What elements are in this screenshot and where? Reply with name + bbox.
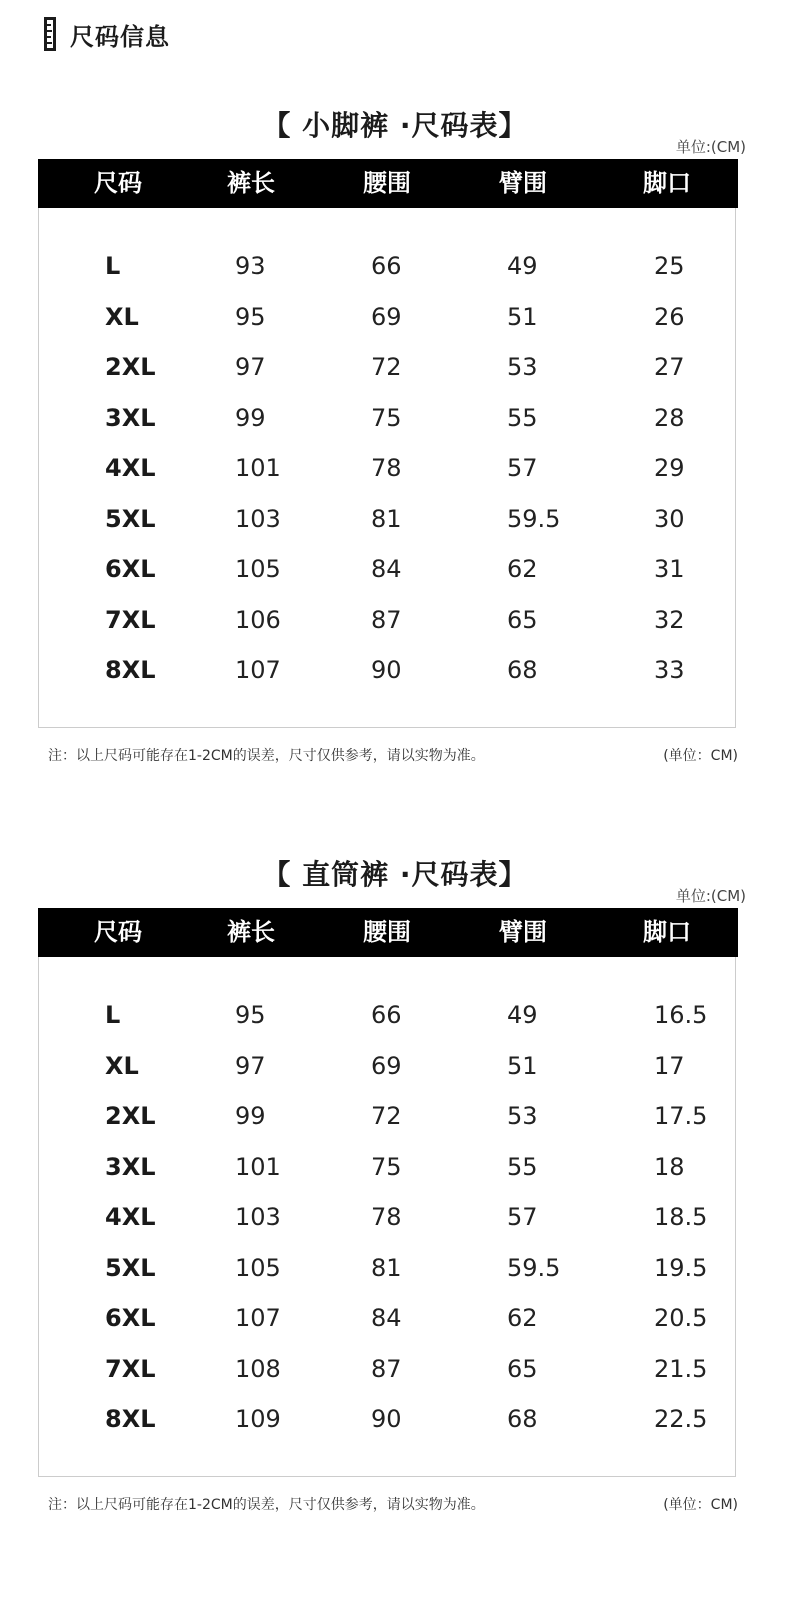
cell-size: L — [105, 1001, 121, 1029]
cell-hem: 29 — [654, 454, 685, 482]
cell-length: 95 — [235, 302, 266, 331]
cell-hem: 21.5 — [654, 1354, 708, 1383]
cell-length: 105 — [235, 555, 281, 583]
section-header — [44, 16, 170, 52]
cell-arm: 51 — [507, 1051, 538, 1080]
cell-size: 5XL — [105, 504, 156, 533]
cell-length: 97 — [235, 1051, 266, 1080]
cell-waist: 69 — [371, 302, 402, 331]
table-row — [39, 1344, 737, 1394]
cell-waist: 81 — [371, 504, 402, 533]
cell-hem: 31 — [654, 555, 685, 583]
cell-arm: 55 — [507, 1152, 538, 1181]
section-title: 尺码信息 — [70, 22, 170, 51]
table-title: 【 直筒裤 ·尺码表】 — [262, 858, 528, 891]
header-length: 裤长 — [227, 169, 275, 197]
table-row — [39, 990, 737, 1040]
cell-hem: 20.5 — [654, 1304, 708, 1332]
table-row — [39, 544, 737, 594]
cell-length: 107 — [235, 1304, 281, 1332]
cell-size: 6XL — [105, 555, 156, 583]
ruler-icon — [44, 17, 58, 51]
cell-arm: 68 — [507, 1405, 538, 1433]
cell-waist: 72 — [371, 1102, 402, 1130]
cell-waist: 87 — [371, 605, 402, 634]
table-row — [39, 494, 737, 544]
table-body — [38, 208, 736, 728]
cell-length: 99 — [235, 1102, 266, 1130]
header-waist: 腰围 — [363, 918, 411, 946]
cell-size: 7XL — [105, 605, 156, 634]
cell-size: 4XL — [105, 454, 156, 482]
cell-size: XL — [105, 1051, 139, 1080]
cell-waist: 84 — [371, 555, 402, 583]
table-title: 【 小脚裤 ·尺码表】 — [262, 109, 528, 142]
cell-hem: 28 — [654, 403, 685, 432]
cell-waist: 81 — [371, 1253, 402, 1282]
header-arm: 臂围 — [499, 918, 547, 946]
header-waist: 腰围 — [363, 169, 411, 197]
cell-size: 7XL — [105, 1354, 156, 1383]
cell-length: 106 — [235, 605, 281, 634]
cell-size: 3XL — [105, 403, 156, 432]
table-row — [39, 443, 737, 493]
table-row — [39, 1192, 737, 1242]
table-row — [39, 1041, 737, 1091]
cell-arm: 57 — [507, 1203, 538, 1231]
cell-waist: 78 — [371, 454, 402, 482]
table-row — [39, 393, 737, 443]
cell-arm: 59.5 — [507, 504, 561, 533]
table-note: 注：以上尺码可能存在1-2CM的误差，尺寸仅供参考，请以实物为准。 — [48, 1497, 485, 1513]
table-header — [38, 908, 738, 957]
cell-hem: 17.5 — [654, 1102, 708, 1130]
size-table-slim — [0, 104, 790, 804]
cell-hem: 19.5 — [654, 1253, 708, 1282]
table-row — [39, 241, 737, 291]
table-body — [38, 957, 736, 1477]
table-row — [39, 1243, 737, 1293]
cell-size: 6XL — [105, 1304, 156, 1332]
cell-length: 107 — [235, 656, 281, 684]
cell-arm: 49 — [507, 1001, 538, 1029]
cell-arm: 65 — [507, 1354, 538, 1383]
table-header — [38, 159, 738, 208]
cell-arm: 68 — [507, 656, 538, 684]
cell-length: 105 — [235, 1253, 281, 1282]
cell-waist: 66 — [371, 252, 402, 280]
cell-hem: 16.5 — [654, 1001, 708, 1029]
cell-hem: 17 — [654, 1051, 685, 1080]
note-unit: (单位：CM) — [663, 748, 738, 764]
cell-size: 5XL — [105, 1253, 156, 1282]
cell-length: 101 — [235, 454, 281, 482]
cell-arm: 65 — [507, 605, 538, 634]
cell-arm: 59.5 — [507, 1253, 561, 1282]
header-length: 裤长 — [227, 918, 275, 946]
unit-label: 单位:(CM) — [675, 138, 746, 156]
cell-length: 103 — [235, 1203, 281, 1231]
cell-arm: 62 — [507, 555, 538, 583]
cell-length: 108 — [235, 1354, 281, 1383]
cell-hem: 32 — [654, 605, 685, 634]
cell-waist: 66 — [371, 1001, 402, 1029]
cell-length: 93 — [235, 252, 266, 280]
cell-length: 101 — [235, 1152, 281, 1181]
cell-waist: 72 — [371, 353, 402, 381]
cell-arm: 57 — [507, 454, 538, 482]
cell-hem: 26 — [654, 302, 685, 331]
table-row — [39, 1394, 737, 1444]
cell-waist: 84 — [371, 1304, 402, 1332]
cell-waist: 90 — [371, 656, 402, 684]
unit-label: 单位:(CM) — [675, 887, 746, 905]
size-table-straight — [0, 853, 790, 1553]
cell-length: 95 — [235, 1001, 266, 1029]
cell-hem: 22.5 — [654, 1405, 708, 1433]
table-note: 注：以上尺码可能存在1-2CM的误差，尺寸仅供参考，请以实物为准。 — [48, 748, 485, 764]
cell-size: 8XL — [105, 1405, 156, 1433]
table-row — [39, 292, 737, 342]
cell-hem: 30 — [654, 504, 685, 533]
header-size: 尺码 — [94, 169, 142, 197]
cell-hem: 33 — [654, 656, 685, 684]
cell-arm: 53 — [507, 1102, 538, 1130]
cell-waist: 87 — [371, 1354, 402, 1383]
cell-length: 109 — [235, 1405, 281, 1433]
cell-arm: 55 — [507, 403, 538, 432]
cell-size: XL — [105, 302, 139, 331]
cell-length: 103 — [235, 504, 281, 533]
header-hem: 脚口 — [643, 169, 691, 197]
cell-size: L — [105, 252, 121, 280]
cell-hem: 18 — [654, 1152, 685, 1181]
cell-waist: 75 — [371, 1152, 402, 1181]
cell-size: 3XL — [105, 1152, 156, 1181]
cell-length: 99 — [235, 403, 266, 432]
header-hem: 脚口 — [643, 918, 691, 946]
cell-arm: 62 — [507, 1304, 538, 1332]
cell-size: 2XL — [105, 1102, 156, 1130]
table-row — [39, 595, 737, 645]
cell-waist: 69 — [371, 1051, 402, 1080]
table-row — [39, 342, 737, 392]
cell-arm: 53 — [507, 353, 538, 381]
cell-length: 97 — [235, 353, 266, 381]
note-unit: (单位：CM) — [663, 1497, 738, 1513]
cell-waist: 78 — [371, 1203, 402, 1231]
header-arm: 臂围 — [499, 169, 547, 197]
cell-size: 4XL — [105, 1203, 156, 1231]
cell-hem: 27 — [654, 353, 685, 381]
cell-size: 8XL — [105, 656, 156, 684]
cell-hem: 18.5 — [654, 1203, 708, 1231]
table-row — [39, 1091, 737, 1141]
cell-arm: 51 — [507, 302, 538, 331]
table-row — [39, 1293, 737, 1343]
cell-size: 2XL — [105, 353, 156, 381]
table-row — [39, 1142, 737, 1192]
cell-waist: 75 — [371, 403, 402, 432]
cell-hem: 25 — [654, 252, 685, 280]
table-row — [39, 645, 737, 695]
header-size: 尺码 — [94, 918, 142, 946]
cell-waist: 90 — [371, 1405, 402, 1433]
cell-arm: 49 — [507, 252, 538, 280]
